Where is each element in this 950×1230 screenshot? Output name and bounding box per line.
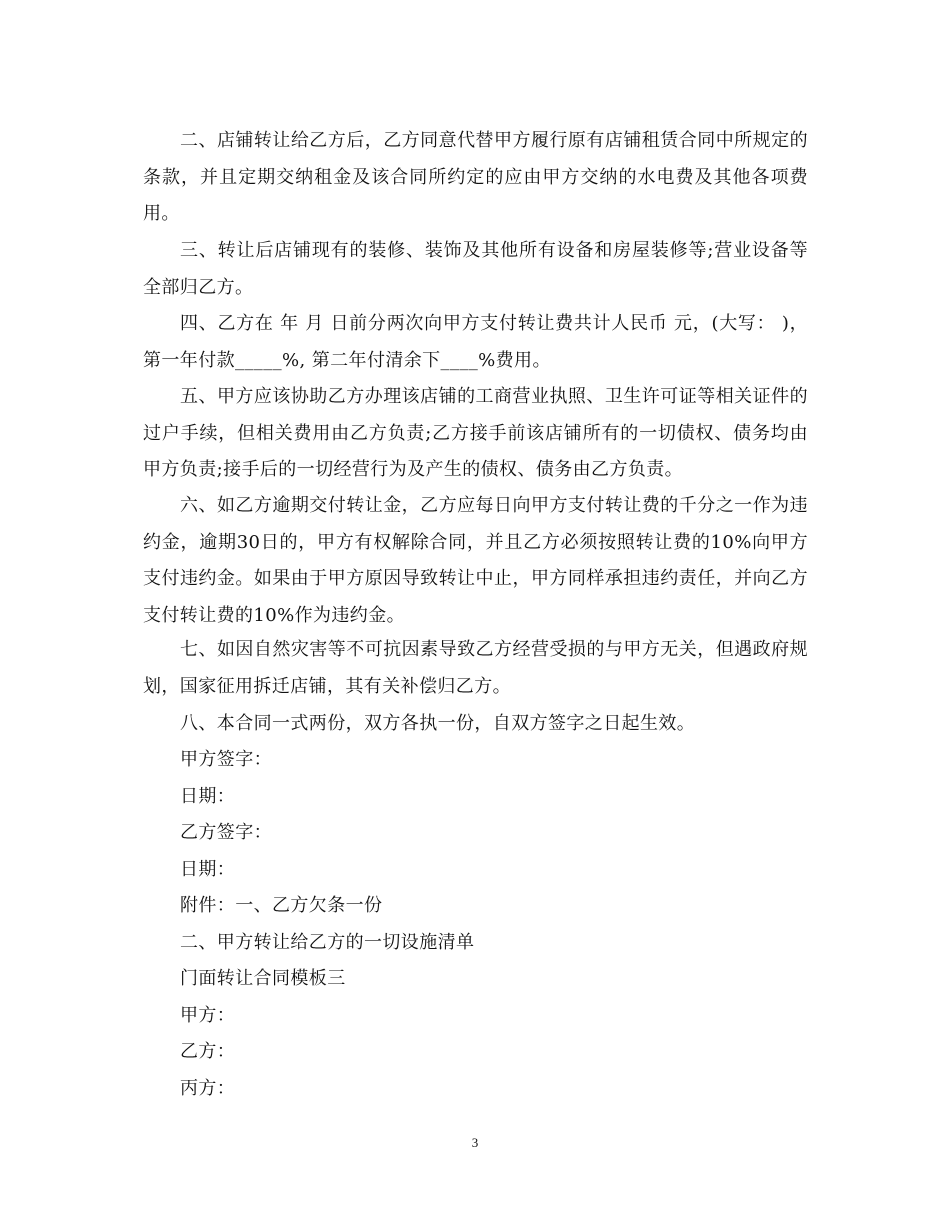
clause-3: 三、转让后店铺现有的装修、装饰及其他所有设备和房屋装修等;营业设备等全部归乙方。 — [143, 240, 808, 298]
clause-5: 五、甲方应该协助乙方办理该店铺的工商营业执照、卫生许可证等相关证件的过户手续，但相关费用由乙方负责;乙方接手前该店铺所有的一切债权、债务均由甲方负责;接手后的一切经营行为及产生的债权、债务由乙方负责。 — [143, 386, 808, 480]
clause-4: 四、乙方在 年 月 日前分两次向甲方支付转让费共计人民币 元，(大写： )，第一年付款_____%, 第二年付清余下____%费用。 — [143, 313, 808, 371]
party-b-signature-label: 乙方签字： — [180, 822, 272, 843]
party-c-label: 丙方： — [180, 1078, 236, 1099]
party-a-date-label: 日期： — [180, 786, 236, 807]
party-a-signature-label: 甲方签字： — [180, 749, 272, 770]
party-a-label: 甲方： — [180, 1005, 236, 1026]
page-number: 3 — [471, 1135, 479, 1150]
attachment-1: 附件：一、乙方欠条一份 — [180, 895, 383, 916]
clause-8: 八、本合同一式两份，双方各执一份，自双方签字之日起生效。 — [180, 713, 696, 734]
clause-7: 七、如因自然灾害等不可抗因素导致乙方经营受损的与甲方无关，但遇政府规划，国家征用拆迁店铺，其有关补偿归乙方。 — [143, 639, 808, 697]
party-b-label: 乙方： — [180, 1041, 236, 1062]
party-b-date-label: 日期： — [180, 859, 236, 880]
template-heading: 门面转让合同模板三 — [180, 968, 346, 989]
attachment-2: 二、甲方转让给乙方的一切设施清单 — [180, 932, 475, 953]
clause-6: 六、如乙方逾期交付转让金，乙方应每日向甲方支付转让费的千分之一作为违约金，逾期30日的，甲方有权解除合同，并且乙方必须按照转让费的10%向甲方支付违约金。如果由于甲方原因导致转让中止，甲方同样承担违约责任，并向乙方支付转让费的10%作为违约金。 — [143, 495, 808, 626]
clause-2: 二、店铺转让给乙方后，乙方同意代替甲方履行原有店铺租赁合同中所规定的条款，并且定期交纳租金及该合同所约定的应由甲方交纳的水电费及其他各项费用。 — [143, 130, 808, 224]
